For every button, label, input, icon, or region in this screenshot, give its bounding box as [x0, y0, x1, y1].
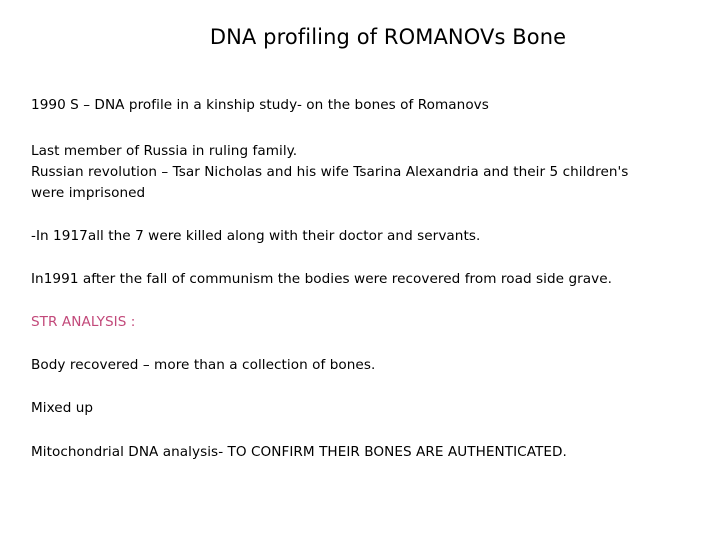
text-line-9: Mixed up	[31, 400, 94, 416]
text-line-4: were imprisoned	[31, 185, 146, 201]
str-analysis-heading: STR ANALYSIS :	[31, 314, 136, 330]
text-line-10: Mitochondrial DNA analysis- TO CONFIRM THEIR BONES ARE AUTHENTICATED.	[31, 444, 567, 460]
text-line-3: Russian revolution – Tsar Nicholas and his wife Tsarina Alexandria and their 5 children's	[31, 164, 629, 180]
slide-title: DNA profiling of ROMANOVs Bone	[209, 25, 567, 49]
text-line-6: In1991 after the fall of communism the bodies were recovered from road side grave.	[31, 271, 613, 287]
text-line-5: -In 1917all the 7 were killed along with their doctor and servants.	[31, 228, 481, 244]
text-line-1: 1990 S – DNA profile in a kinship study- on the bones of Romanovs	[31, 97, 489, 113]
text-line-8: Body recovered – more than a collection of bones.	[31, 357, 376, 373]
text-line-2: Last member of Russia in ruling family.	[31, 143, 298, 159]
